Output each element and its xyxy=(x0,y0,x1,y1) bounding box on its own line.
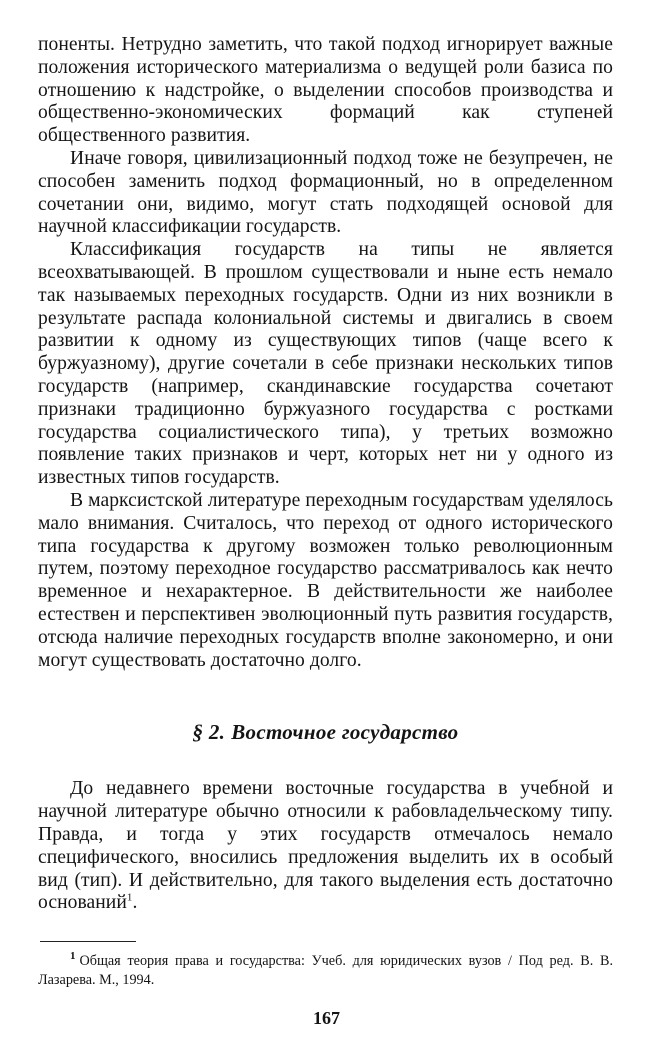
paragraph-civilizational-approach: Иначе говоря, цивилизационный подход тоже не безупречен, не способен заменить подход формационный, но в определенном сочетании они, видимо, могут стать подходящей основой для научной классификации государств. xyxy=(38,147,613,238)
paragraph-transitional-states: Классификация государств на типы не является всеохватывающей. В прошлом существовали и ныне есть немало так называемых переходных государств. Одни из них возникли в результате распада колониальной системы и двигались в своем развитии к одному из существующих типов (чаще всего к буржуазному), другие сочетали в себе признаки нескольких типов государств (например, скандинавские государства сочетают признаки традиционно буржуазного государства с ростками государства социалистического типа), у третьих возможно появление таких признаков и черт, которых нет ни у одного из известных типов государств. xyxy=(38,239,613,489)
section-title: Восточное государство xyxy=(231,720,459,745)
footnote xyxy=(38,952,613,990)
paragraph-eastern-state: До недавнего времени восточные государства в учебной и научной литературе обычно относили к рабовладельческому типу. Правда, и тогда у этих государств отмечалось немало специфического, вносились предложения выделить их в особый вид (тип). И действительно, для такого выделения есть достаточно оснований$^1$. xyxy=(38,778,613,914)
section-heading xyxy=(38,719,613,745)
paragraph-marxist-literature: В марксистской литературе переходным государствам уделялось мало внимания. Считалось, что переход от одного исторического типа государства к другому возможен только революционным путем, поэтому переходное государство рассматривалось как нечто временное и нехарактерное. В действительности же наиболее естествен и перспективен эволюционный путь развития государств, отсюда наличие переходных государств вполне закономерно, и они могут существовать достаточно долго. xyxy=(38,489,613,671)
footnote-reference[interactable]: 1 xyxy=(126,891,133,904)
footnote-number: 1 xyxy=(70,950,76,963)
page-number: 167 xyxy=(313,1008,340,1028)
paragraph-eastern-state-text: До недавнего времени восточные государства в учебной и научной литературе обычно относили к рабовладельческому типу. Правда, и тогда у этих государств отмечалось немало специфического, вносились предложения выделить их в особый вид (тип). И действительно, для такого выделения есть достаточно оснований xyxy=(38,778,613,914)
section-mark: § 2. xyxy=(192,720,226,745)
paragraph-continuation: поненты. Нетрудно заметить, что такой подход игнорирует важные положения исторического материализма о ведущей роли базиса по отношению к надстройке, о выделении способов производства и общественно-экономических формаций как ступеней общественного развития. xyxy=(38,34,613,147)
footnote-text: Общая теория права и государства: Учеб. для юридических вузов / Под ред. В. В. Лазарева. М., 1994. xyxy=(38,953,613,989)
footnote-divider xyxy=(40,941,136,942)
